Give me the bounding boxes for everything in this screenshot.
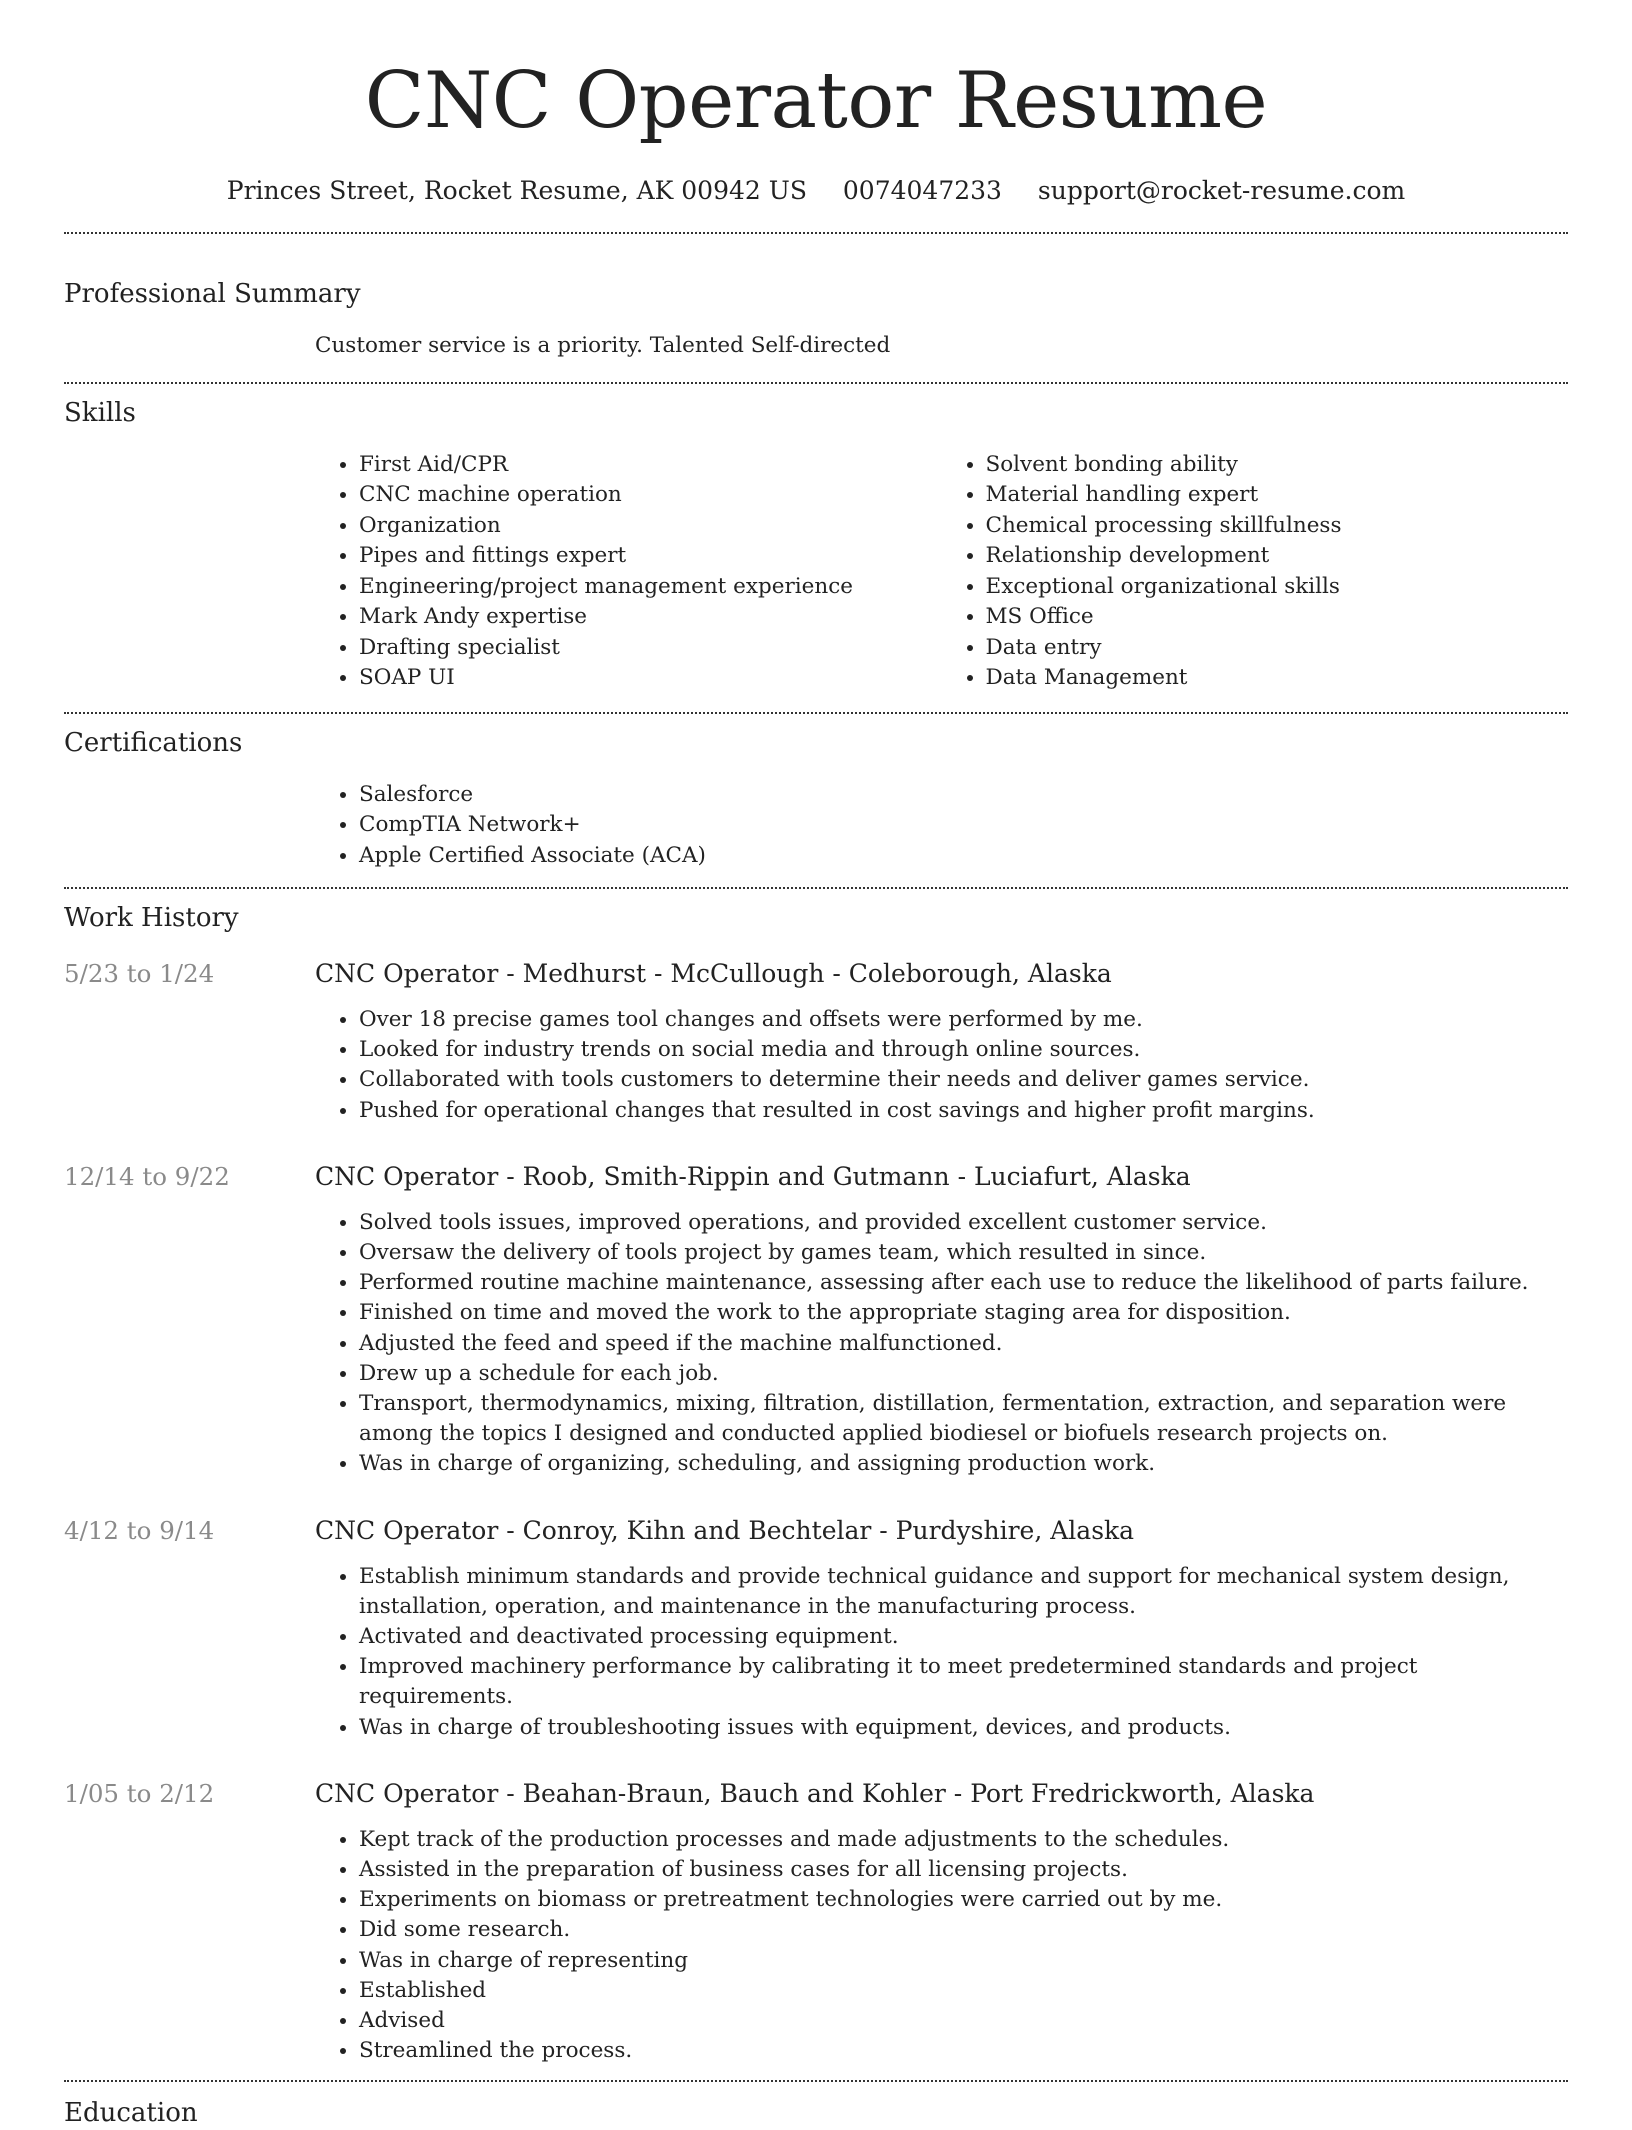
list-item: • Data entry [986, 633, 1569, 664]
job-entry [64, 957, 1568, 1126]
list-item: • Was in charge of troubleshooting issues with equipment, devices, and products. [359, 1713, 1568, 1743]
list-item: • Did some research. [359, 1915, 1568, 1945]
list-item: • Advised [359, 2006, 1568, 2036]
certifications-content [315, 780, 1568, 872]
job-header [64, 957, 1568, 991]
work-history-section [64, 901, 1568, 2066]
certifications-list [315, 780, 1568, 872]
skills-section [64, 396, 1568, 694]
list-item: • Over 18 precise games tool changes and offsets were performed by me. [359, 1005, 1568, 1035]
list-item: • Pipes and fittings expert [359, 541, 942, 572]
education-heading: Education [64, 2098, 198, 2128]
list-item: • Oversaw the delivery of tools project by games team, which resulted in since. [359, 1238, 1568, 1268]
list-item: • Collaborated with tools customers to determine their needs and deliver games service. [359, 1065, 1568, 1095]
list-item: • Data Management [986, 663, 1569, 694]
job-entry [64, 1514, 1568, 1743]
divider [64, 712, 1568, 714]
list-item: • Material handling expert [986, 480, 1569, 511]
list-item: • Was in charge of representing [359, 1946, 1568, 1976]
list-item: • Was in charge of organizing, scheduling, and assigning production work. [359, 1449, 1568, 1479]
list-item: • Kept track of the production processes and made adjustments to the schedules. [359, 1825, 1568, 1855]
list-item: • Exceptional organizational skills [986, 572, 1569, 603]
list-item: • CompTIA Network+ [359, 810, 1568, 841]
list-item: • MS Office [986, 602, 1569, 633]
work-history-heading: Work History [64, 903, 239, 933]
list-item: • SOAP UI [359, 663, 942, 694]
job-duties [315, 1005, 1568, 1126]
skills-heading: Skills [64, 397, 136, 428]
job-bullet-list [315, 1005, 1568, 1126]
job-duties [315, 1825, 1568, 2067]
list-item: • Relationship development [986, 541, 1569, 572]
list-item: • Drafting specialist [359, 633, 942, 664]
list-item: • CNC machine operation [359, 480, 942, 511]
list-item: • Performed routine machine maintenance, assessing after each use to reduce the likelihood of parts failure. [359, 1268, 1568, 1298]
list-item: • Activated and deactivated processing equipment. [359, 1622, 1568, 1652]
job-header [64, 1160, 1568, 1194]
list-item: • Salesforce [359, 780, 1568, 811]
list-item: • Chemical processing skillfulness [986, 511, 1569, 542]
list-item: • Engineering/project management experience [359, 572, 942, 603]
job-dates: 5/23 to 1/24 [64, 959, 215, 988]
list-item: • Transport, thermodynamics, mixing, filtration, distillation, fermentation, extraction, and separation were among the topics I designed and conducted applied biodiesel or biofuels research projects on. [359, 1389, 1568, 1449]
divider [64, 382, 1568, 384]
job-dates: 1/05 to 2/12 [64, 1778, 215, 1808]
divider [64, 887, 1568, 889]
skills-list-right [942, 450, 1569, 694]
list-item: • First Aid/CPR [359, 450, 942, 481]
list-item: • Streamlined the process. [359, 2036, 1568, 2066]
contact-email: support@rocket-resume.com [1037, 176, 1406, 205]
job-entry [64, 1777, 1568, 2067]
job-bullet-list [315, 1562, 1568, 1743]
job-title: CNC Operator - Roob, Smith-Rippin and Gutmann - Luciafurt, Alaska [315, 1161, 1191, 1191]
list-item: • Established [359, 1976, 1568, 2006]
contact-line [64, 174, 1568, 208]
certifications-section [64, 726, 1568, 872]
job-entry [64, 1160, 1568, 1480]
list-item: • Establish minimum standards and provide technical guidance and support for mechanical system design, installation, operation, and maintenance in the manufacturing process. [359, 1562, 1568, 1622]
resume-page [64, 0, 1568, 2082]
job-title: CNC Operator - Medhurst - McCullough - Coleborough, Alaska [315, 959, 1112, 988]
skills-columns [315, 450, 1568, 694]
list-item: • Improved machinery performance by calibrating it to meet predetermined standards and project requirements. [359, 1652, 1568, 1712]
list-item: • Experiments on biomass or pretreatment technologies were carried out by me. [359, 1885, 1568, 1915]
list-item: • Drew up a schedule for each job. [359, 1359, 1568, 1389]
job-header [64, 1777, 1568, 1811]
summary-heading: Professional Summary [64, 279, 361, 309]
list-item: • Apple Certified Associate (ACA) [359, 841, 1568, 872]
job-dates: 12/14 to 9/22 [64, 1161, 230, 1191]
job-dates: 4/12 to 9/14 [64, 1515, 215, 1545]
contact-address: Princes Street, Rocket Resume, AK 00942 US [226, 176, 807, 205]
job-duties [315, 1562, 1568, 1743]
list-item: • Adjusted the feed and speed if the machine malfunctioned. [359, 1329, 1568, 1359]
divider [64, 232, 1568, 234]
list-item: • Pushed for operational changes that resulted in cost savings and higher profit margins. [359, 1096, 1568, 1126]
list-item: • Organization [359, 511, 942, 542]
list-item: • Solved tools issues, improved operations, and provided excellent customer service. [359, 1208, 1568, 1238]
job-duties [315, 1208, 1568, 1480]
resume-title: CNC Operator Resume [364, 56, 1268, 146]
list-item: • Looked for industry trends on social media and through online sources. [359, 1035, 1568, 1065]
list-item: • Solvent bonding ability [986, 450, 1569, 481]
job-title: CNC Operator - Beahan-Braun, Bauch and Kohler - Port Fredrickworth, Alaska [315, 1778, 1315, 1808]
summary-text: Customer service is a priority. Talented Self-directed [315, 333, 891, 358]
job-bullet-list [315, 1825, 1568, 2067]
skills-list-left [315, 450, 942, 694]
list-item: • Assisted in the preparation of business cases for all licensing projects. [359, 1855, 1568, 1885]
summary-section [64, 277, 1568, 362]
job-header [64, 1514, 1568, 1548]
job-bullet-list [315, 1208, 1568, 1480]
job-title: CNC Operator - Conroy, Kihn and Bechtelar - Purdyshire, Alaska [315, 1515, 1135, 1545]
list-item: • Mark Andy expertise [359, 602, 942, 633]
list-item: • Finished on time and moved the work to the appropriate staging area for disposition. [359, 1298, 1568, 1328]
certifications-heading: Certifications [64, 727, 243, 758]
divider [64, 2080, 1568, 2082]
contact-phone: 0074047233 [842, 176, 1002, 205]
